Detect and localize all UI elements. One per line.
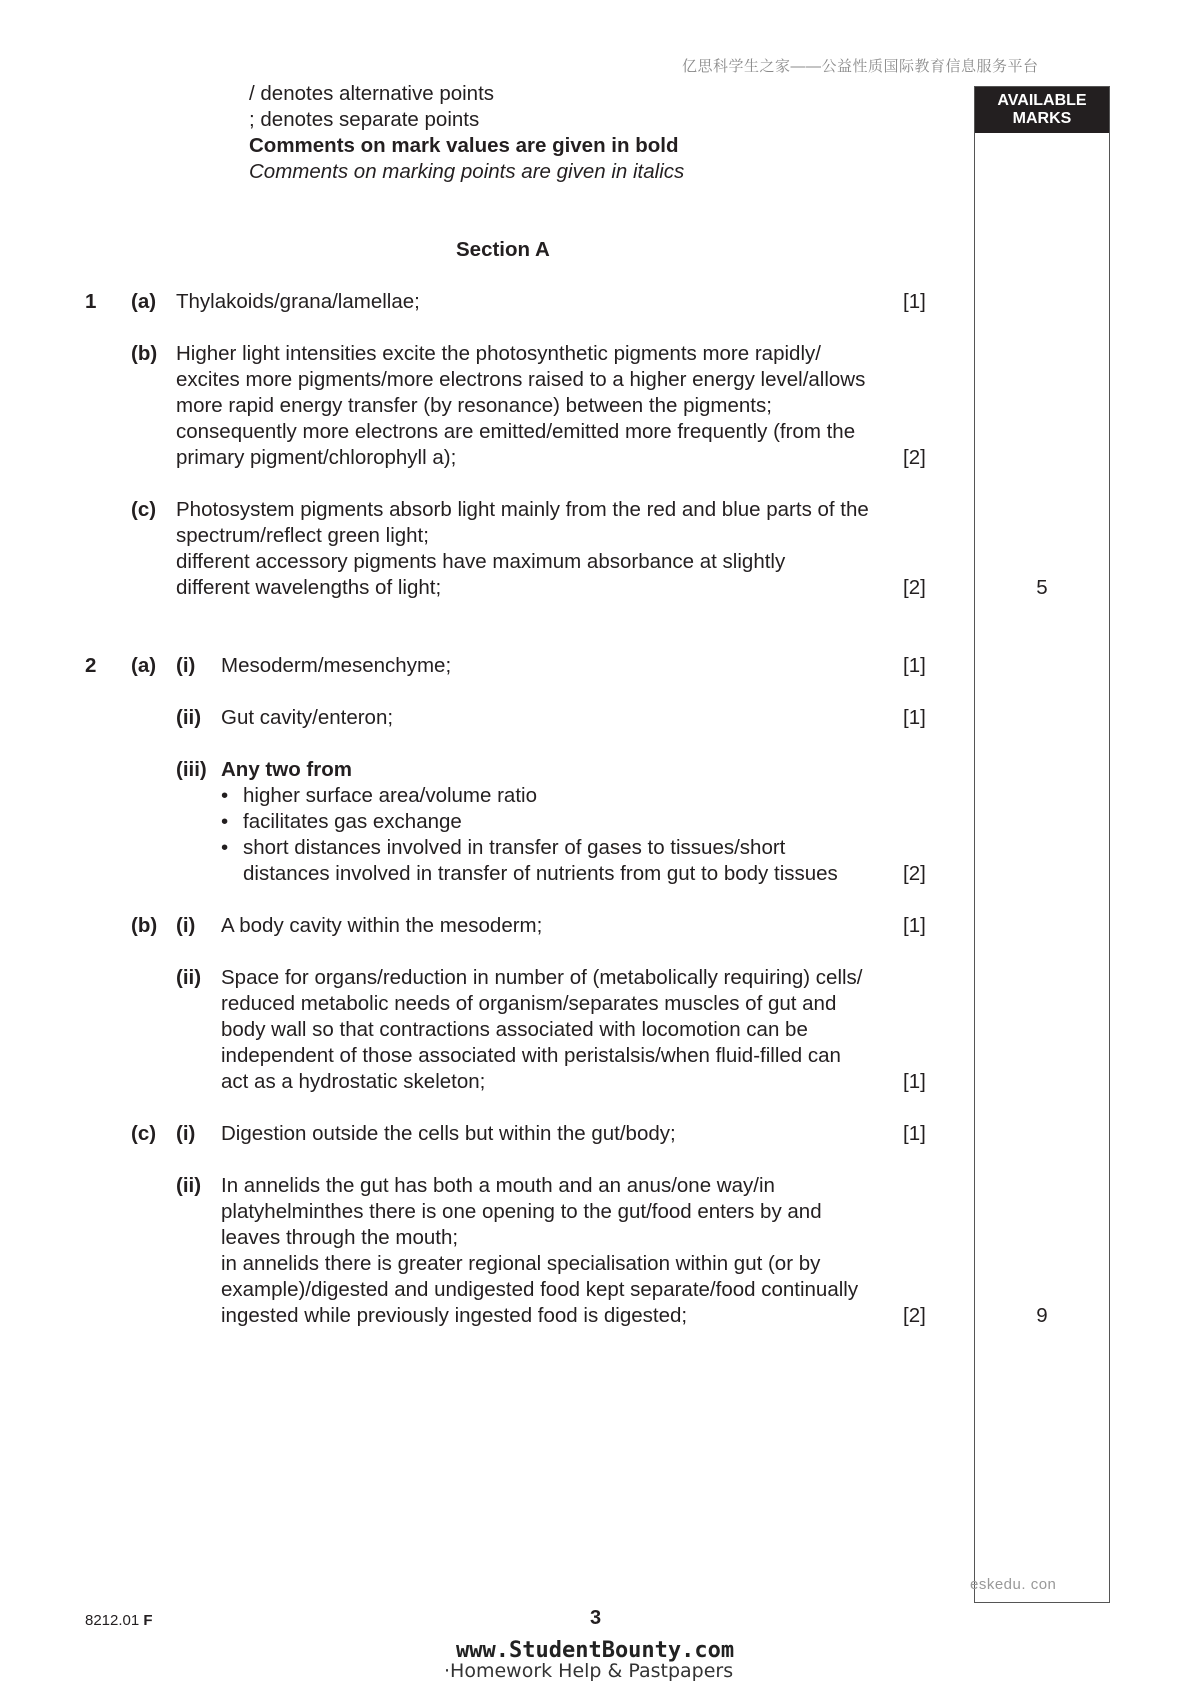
q2cii-label: (ii) <box>176 1174 202 1197</box>
q2b-label: (b) <box>131 914 158 937</box>
q2aii-label: (ii) <box>176 706 202 729</box>
available-marks-header <box>975 87 1109 133</box>
q1-number: 1 <box>85 290 97 313</box>
q2aii-mark: [1] <box>903 706 926 729</box>
watermark-bottom: eskedu. con <box>970 1576 1057 1593</box>
bullet-dot: • <box>221 784 229 807</box>
studentbounty-tagline: ·Homework Help & Pastpapers <box>444 1660 734 1682</box>
q2bii-line: body wall so that contractions associated with locomotion can be <box>221 1018 808 1041</box>
paper-code <box>85 1612 153 1629</box>
studentbounty-link[interactable]: www.StudentBounty.com <box>456 1638 735 1663</box>
bullet-dot: • <box>221 836 229 859</box>
q2aiii-label: (iii) <box>176 758 207 781</box>
q2c-label: (c) <box>131 1122 157 1145</box>
q2ai-answer: Mesoderm/mesenchyme; <box>221 654 452 677</box>
q1c-line: different accessory pigments have maximum absorbance at slightly <box>176 550 786 573</box>
q1b-line: more rapid energy transfer (by resonance) between the pigments; <box>176 394 772 417</box>
q1-available-marks: 5 <box>1036 576 1048 599</box>
q2-number: 2 <box>85 654 97 677</box>
q1b-label: (b) <box>131 342 158 365</box>
q2bi-mark: [1] <box>903 914 926 937</box>
available-marks-header-text: AVAILABLE MARKS <box>997 92 1087 127</box>
paper-code-suffix: F <box>143 1612 153 1629</box>
q2aiii-bullet: facilitates gas exchange <box>243 810 462 833</box>
watermark-top: 亿思科学生之家——公益性质国际教育信息服务平台 <box>682 58 1039 75</box>
q1b-line: excites more pigments/more electrons raised to a higher energy level/allows <box>176 368 866 391</box>
q2aiii-bullet: higher surface area/volume ratio <box>243 784 537 807</box>
q2ai-mark: [1] <box>903 654 926 677</box>
q2ci-label: (i) <box>176 1122 196 1145</box>
q2cii-mark: [2] <box>903 1304 926 1327</box>
q2cii-line: ingested while previously ingested food is digested; <box>221 1304 688 1327</box>
available-marks-column <box>974 86 1110 1603</box>
q2ci-answer: Digestion outside the cells but within the gut/body; <box>221 1122 676 1145</box>
q2aiii-heading: Any two from <box>221 758 352 781</box>
q2bii-mark: [1] <box>903 1070 926 1093</box>
q2aiii-bullet-continued: distances involved in transfer of nutrients from gut to body tissues <box>243 862 838 885</box>
q2bi-label: (i) <box>176 914 196 937</box>
bullet-dot: • <box>221 810 229 833</box>
q1a-label: (a) <box>131 290 157 313</box>
q1c-mark: [2] <box>903 576 926 599</box>
q2aiii-bullet: short distances involved in transfer of gases to tissues/short <box>243 836 786 859</box>
q1b-mark: [2] <box>903 446 926 469</box>
section-title: Section A <box>456 238 550 261</box>
q1b-line: consequently more electrons are emitted/emitted more frequently (from the <box>176 420 856 443</box>
q1c-line: different wavelengths of light; <box>176 576 442 599</box>
q2aii-answer: Gut cavity/enteron; <box>221 706 394 729</box>
q2aiii-mark: [2] <box>903 862 926 885</box>
legend-italic: Comments on marking points are given in italics <box>249 160 685 183</box>
q2bii-label: (ii) <box>176 966 202 989</box>
q2bii-line: act as a hydrostatic skeleton; <box>221 1070 486 1093</box>
legend-separate: ; denotes separate points <box>249 108 480 131</box>
q1b-line: Higher light intensities excite the photosynthetic pigments more rapidly/ <box>176 342 821 365</box>
q2ci-mark: [1] <box>903 1122 926 1145</box>
legend-bold: Comments on mark values are given in bold <box>249 134 679 157</box>
q2cii-line: leaves through the mouth; <box>221 1226 459 1249</box>
q1a-answer: Thylakoids/grana/lamellae; <box>176 290 420 313</box>
paper-code-number: 8212.01 <box>85 1612 140 1629</box>
q1c-line: Photosystem pigments absorb light mainly from the red and blue parts of the <box>176 498 869 521</box>
q1b-line: primary pigment/chlorophyll a); <box>176 446 457 469</box>
q2cii-line: platyhelminthes there is one opening to the gut/food enters by and <box>221 1200 822 1223</box>
q2ai-label: (i) <box>176 654 196 677</box>
q2cii-line: example)/digested and undigested food kept separate/food continually <box>221 1278 859 1301</box>
page-number: 3 <box>590 1607 602 1629</box>
q2bii-line: independent of those associated with peristalsis/when fluid-filled can <box>221 1044 841 1067</box>
q1c-label: (c) <box>131 498 157 521</box>
q2-available-marks: 9 <box>1036 1304 1048 1327</box>
legend-alternative: / denotes alternative points <box>249 82 495 105</box>
q1a-mark: [1] <box>903 290 926 313</box>
q2bi-answer: A body cavity within the mesoderm; <box>221 914 543 937</box>
q2bii-line: Space for organs/reduction in number of (metabolically requiring) cells/ <box>221 966 863 989</box>
q2bii-line: reduced metabolic needs of organism/separates muscles of gut and <box>221 992 837 1015</box>
q2a-label: (a) <box>131 654 157 677</box>
q1c-line: spectrum/reflect green light; <box>176 524 429 547</box>
q2cii-line: in annelids there is greater regional specialisation within gut (or by <box>221 1252 821 1275</box>
q2cii-line: In annelids the gut has both a mouth and an anus/one way/in <box>221 1174 775 1197</box>
